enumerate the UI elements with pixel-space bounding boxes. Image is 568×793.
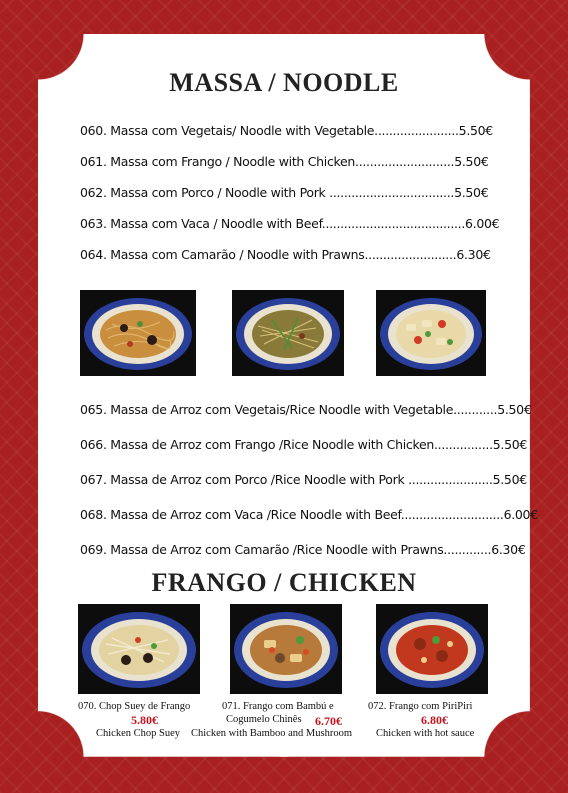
dish-caption-071: 071. Frango com Bambú e <box>222 701 334 712</box>
dish-caption-071-line2: Cogumelo Chinês <box>226 714 302 725</box>
dish-caption-070: 070. Chop Suey de Frango <box>78 701 191 712</box>
dish-sub-070: Chicken Chop Suey <box>96 728 180 739</box>
dish-price-072: 6.80€ <box>421 713 448 727</box>
noodle-section-title: MASSA / NOODLE <box>169 68 399 97</box>
rice-noodle-plate-photo <box>232 290 344 376</box>
chop-suey-plate-photo <box>78 604 200 694</box>
noodle-plate-photo <box>80 290 196 376</box>
menu-item-068: 068. Massa de Arroz com Vaca /Rice Noodle with Beef............................ 6.00€ <box>80 507 538 522</box>
menu-item-066: 066. Massa de Arroz com Frango /Rice Noodle with Chicken................ 5.50€ <box>80 437 528 452</box>
menu-item-065: 065. Massa de Arroz com Vegetais/Rice Noodle with Vegetable............ 5.50€ <box>80 402 532 417</box>
dish-price-070: 5.80€ <box>131 713 158 727</box>
menu-item-069: 069. Massa de Arroz com Camarão /Rice Noodle with Prawns............. 6.30€ <box>80 542 526 557</box>
menu-item-062: 062. Massa com Porco / Noodle with Pork .................................. 5.50€ <box>80 185 489 200</box>
menu-item-067: 067. Massa de Arroz com Porco /Rice Noodle with Pork ....................... 5.50€ <box>80 472 527 487</box>
dish-sub-071: Chicken with Bamboo and Mushroom <box>191 728 352 739</box>
menu-item-061: 061. Massa com Frango / Noodle with Chicken........................... 5.50€ <box>80 154 489 169</box>
rice-noodle-menu-list <box>80 392 538 567</box>
pasta-plate-photo <box>376 290 486 376</box>
noodle-menu-list <box>80 115 499 270</box>
dish-sub-072: Chicken with hot sauce <box>376 728 475 739</box>
bamboo-chicken-plate-photo <box>230 604 342 694</box>
piripiri-chicken-plate-photo <box>376 604 488 694</box>
dish-caption-072: 072. Frango com PiriPiri <box>368 701 473 712</box>
dish-price-071: 6.70€ <box>315 714 342 728</box>
menu-item-064: 064. Massa com Camarão / Noodle with Prawns......................... 6.30€ <box>80 247 491 262</box>
menu-item-060: 060. Massa com Vegetais/ Noodle with Vegetable....................... 5.50€ <box>80 123 493 138</box>
menu-item-063: 063. Massa com Vaca / Noodle with Beef....................................... 6.00€ <box>80 216 500 231</box>
chicken-section-title: FRANGO / CHICKEN <box>151 568 417 597</box>
